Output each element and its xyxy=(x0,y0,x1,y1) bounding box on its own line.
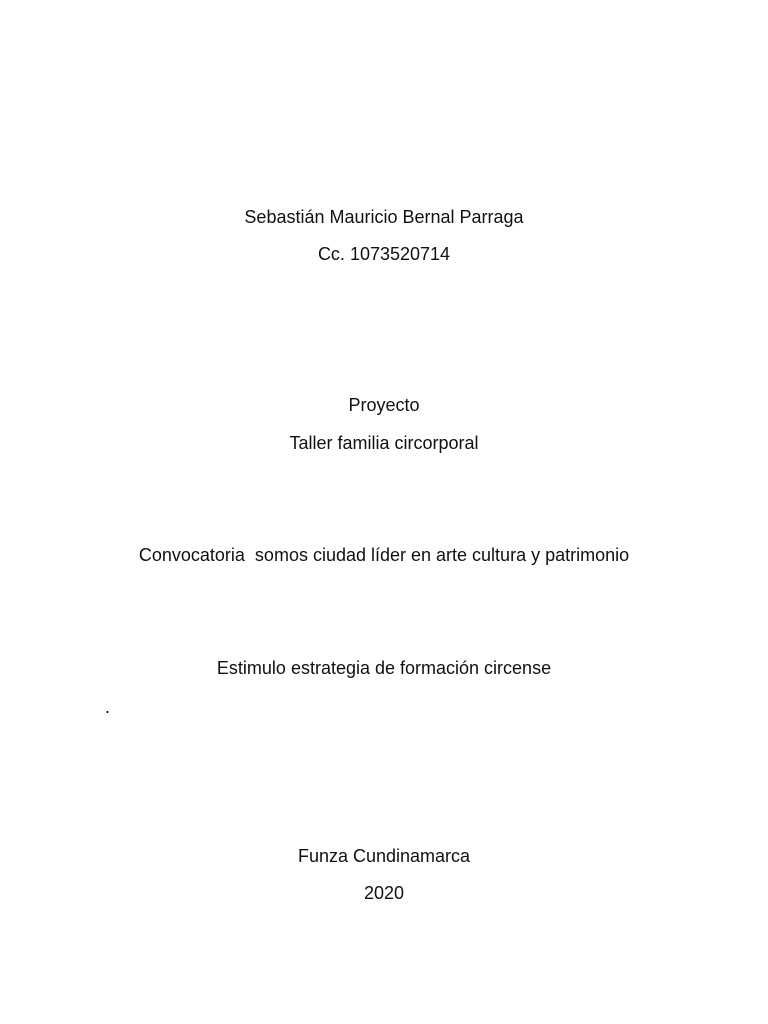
stimulus-text: Estimulo estrategia de formación circense xyxy=(216,658,552,678)
project-heading: Proyecto xyxy=(348,395,420,415)
location-year: 2020 xyxy=(363,883,405,903)
stray-mark: . xyxy=(105,697,111,717)
call-text: Convocatoria somos ciudad líder en arte cultura y patrimonio xyxy=(138,545,630,565)
author-name: Sebastián Mauricio Bernal Parraga xyxy=(244,207,524,227)
author-id-number: Cc. 1073520714 xyxy=(317,244,451,264)
project-title: Taller familia circorporal xyxy=(289,433,479,453)
location-place: Funza Cundinamarca xyxy=(297,846,471,866)
